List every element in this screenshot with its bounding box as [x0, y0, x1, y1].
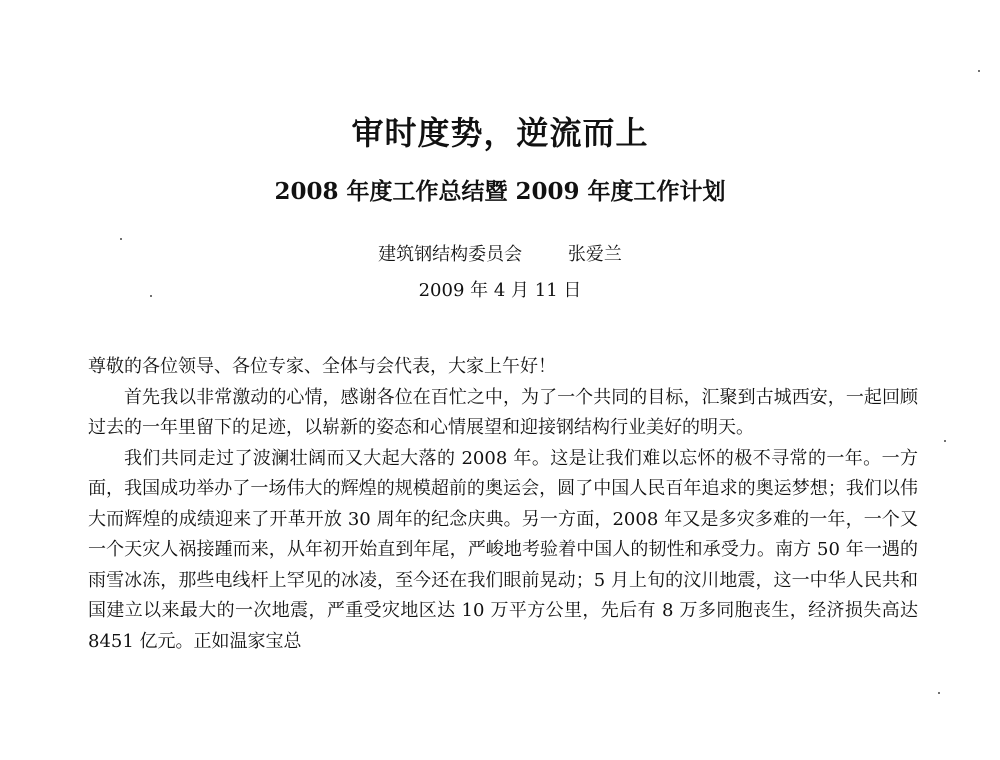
scan-speck — [944, 440, 946, 442]
greeting: 尊敬的各位领导、各位专家、全体与会代表，大家上午好！ — [88, 356, 556, 377]
document-body — [88, 352, 918, 657]
paragraph: 首先我以非常激动的心情，感谢各位在百忙之中，为了一个共同的目标，汇聚到古城西安，一起回顾过去的一年里留下的足迹，以崭新的姿态和心情展望和迎接钢结构行业美好的明天。 — [88, 386, 918, 438]
scan-speck — [978, 70, 980, 72]
byline — [0, 240, 1000, 266]
scan-speck — [150, 295, 152, 297]
organization: 建筑钢结构委员会 — [378, 244, 523, 265]
document-subtitle: 2008 年度工作总结暨 2009 年度工作计划 — [274, 178, 726, 205]
document-title: 审时度势，逆流而上 — [351, 114, 649, 152]
scan-speck — [120, 238, 122, 240]
paragraph: 我们共同走过了波澜壮阔而又大起大落的 2008 年。这是让我们难以忘怀的极不寻常的一年。一方面，我国成功举办了一场伟大的辉煌的规模超前的奥运会，圆了中国人民百年追求的奥运梦想；我们以伟大而辉煌的成绩迎来了开革开放 30 周年的纪念庆典。另一方面，2008 年又是多灾多难的一年，一个又一个天灾人祸接踵而来，从年初开始直到年尾，严峻地考验着中国人的韧性和承受力。南方 50 年一遇的雨雪冰冻，那些电线杆上罕见的冰凌，至今还在我们眼前晃动；5 月上旬的汶川地震，这一中华人民共和国建立以来最大的一次地震，严重受灾地区达 10 万平方公里，先后有 8 万多同胞丧生，经济损失高达 8451 亿元。正如温家宝总 — [88, 447, 918, 652]
scan-speck — [938, 692, 940, 694]
author: 张爱兰 — [567, 244, 622, 265]
document-date: 2009 年 4 月 11 日 — [418, 280, 582, 301]
